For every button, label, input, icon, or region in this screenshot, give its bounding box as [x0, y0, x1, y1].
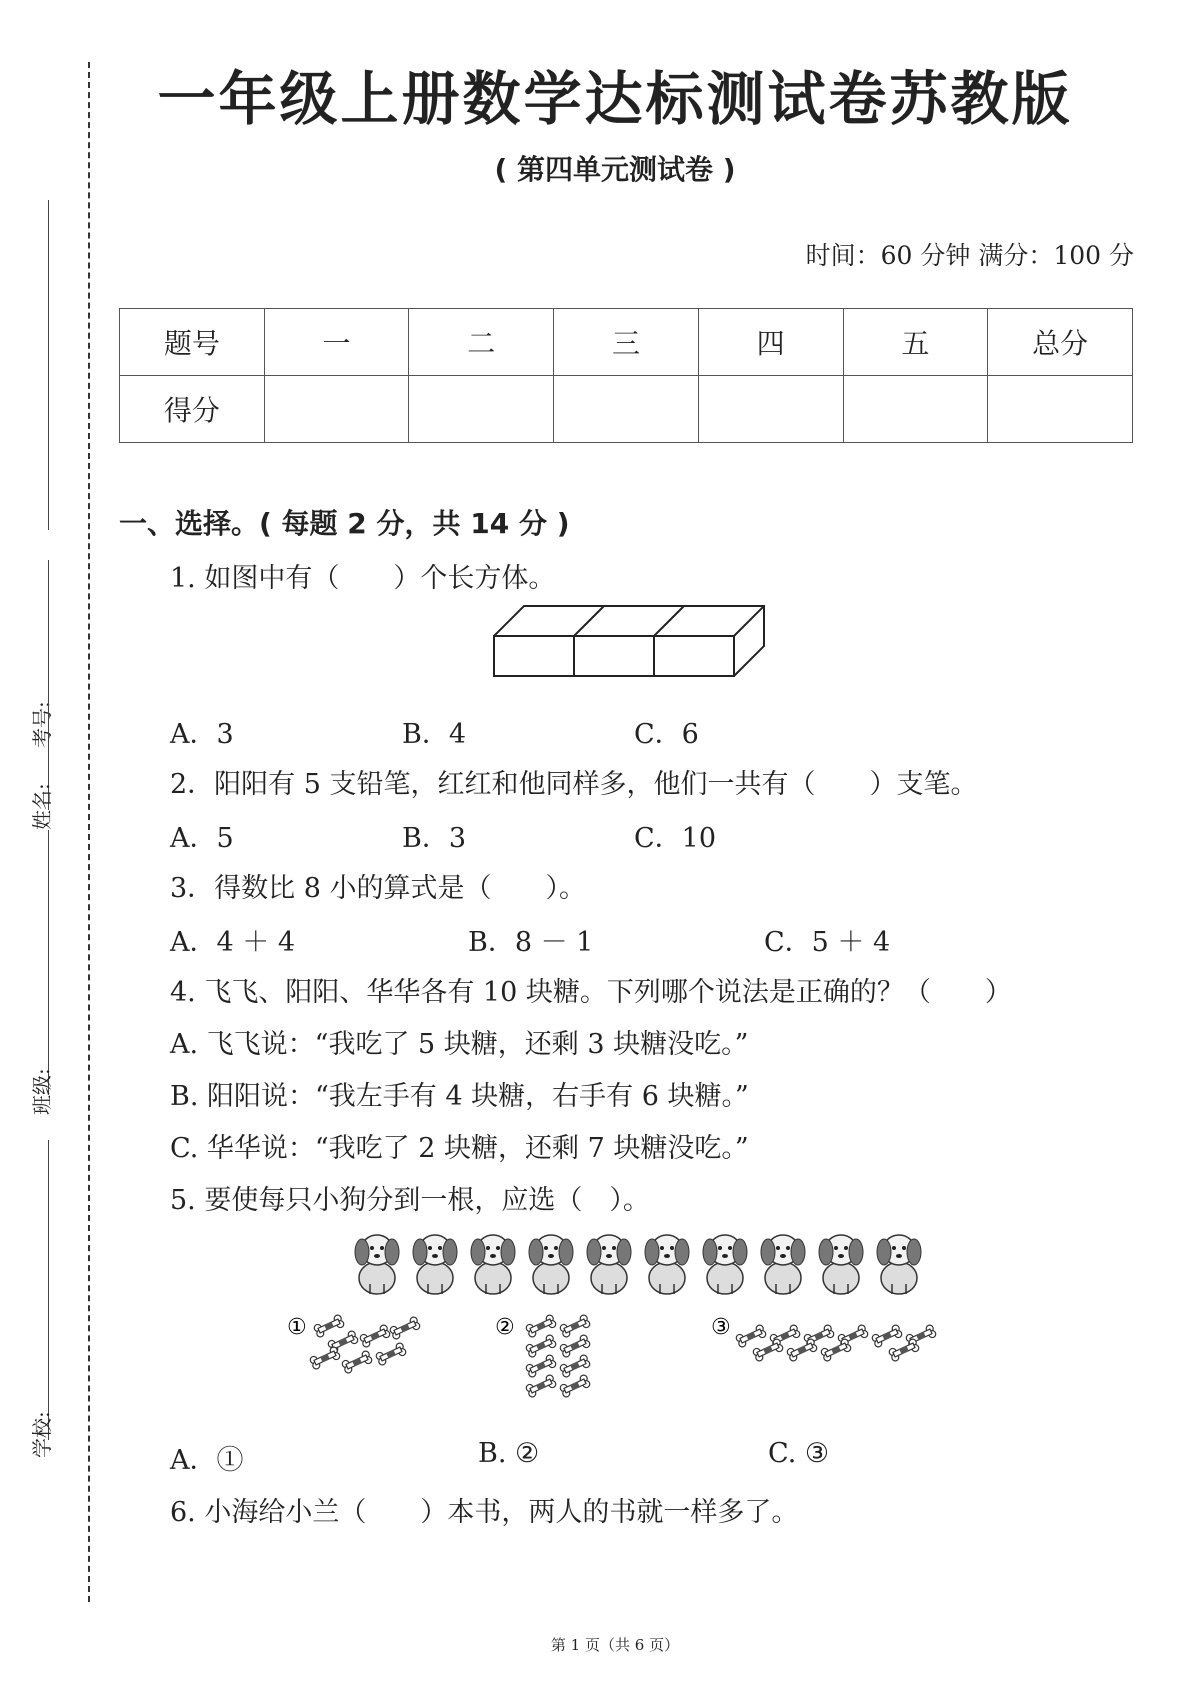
class-line — [48, 830, 49, 1095]
section-heading: 一、选择。( 每题 2 分，共 14 分 ) — [119, 507, 570, 540]
q3-option-a[interactable]: A．4 ＋ 4 — [170, 927, 296, 958]
puppy-icon — [471, 1235, 515, 1294]
q5-option-c[interactable]: C. ③ — [768, 1438, 830, 1469]
exam-number-label: 考号: — [30, 701, 54, 748]
score-table-score-row — [120, 376, 1133, 443]
q5-option-a[interactable]: A．① — [170, 1445, 244, 1476]
q2-option-a[interactable]: A．5 — [170, 823, 234, 854]
puppy-icon — [587, 1235, 631, 1294]
score-table-header-row — [120, 309, 1133, 376]
score-cell: 总分 — [988, 309, 1133, 376]
score-cell: 三 — [554, 309, 699, 376]
bone-group-1[interactable] — [309, 1314, 421, 1374]
page-title: 一年级上册数学达标测试卷苏教版 — [157, 65, 1073, 133]
q2-option-c[interactable]: C．10 — [634, 823, 717, 854]
puppy-icon — [645, 1235, 689, 1294]
school-label: 学校: — [30, 1411, 54, 1458]
q4-option-b[interactable]: B. 阳阳说：“我左手有 4 块糖，右手有 6 块糖。” — [170, 1081, 749, 1112]
bone-group-2[interactable] — [525, 1314, 591, 1398]
score-cell: 一 — [264, 309, 409, 376]
puppy-icon — [355, 1235, 399, 1294]
q1-option-a[interactable]: A．3 — [170, 719, 234, 750]
score-cell: 二 — [409, 309, 554, 376]
bone-groups — [285, 1308, 975, 1398]
score-input-cell[interactable] — [843, 376, 988, 443]
question-5: 5. 要使每只小狗分到一根，应选（ ）。 — [170, 1185, 650, 1216]
question-2: 2．阳阳有 5 支铅笔，红红和他同样多，他们一共有（ ）支笔。 — [170, 769, 978, 800]
score-input-cell[interactable] — [409, 376, 554, 443]
binding-dashed-line — [88, 62, 90, 1602]
q2-option-b[interactable]: B．3 — [402, 823, 467, 854]
cuboid-figure — [490, 602, 770, 682]
question-6: 6. 小海给小兰（ ）本书，两人的书就一样多了。 — [170, 1497, 799, 1528]
puppy-icon — [761, 1235, 805, 1294]
puppy-icon — [529, 1235, 573, 1294]
time-info: 时间：60 分钟 满分：100 分 — [805, 241, 1134, 270]
q4-option-a[interactable]: A. 飞飞说：“我吃了 5 块糖，还剩 3 块糖没吃。” — [170, 1029, 749, 1060]
score-cell: 五 — [843, 309, 988, 376]
q1-option-b[interactable]: B．4 — [402, 719, 467, 750]
score-table — [119, 308, 1133, 443]
question-4: 4. 飞飞、阳阳、华华各有 10 块糖。下列哪个说法是正确的？（ ） — [170, 977, 1012, 1008]
puppy-icon — [819, 1235, 863, 1294]
score-cell: 题号 — [120, 309, 265, 376]
page-footer: 第 1 页（共 6 页） — [550, 1636, 680, 1654]
score-input-cell[interactable] — [988, 376, 1133, 443]
score-input-cell[interactable] — [264, 376, 409, 443]
puppy-icon — [877, 1235, 921, 1294]
q5-option-b[interactable]: B. ② — [478, 1438, 540, 1469]
school-line — [48, 1140, 49, 1440]
score-cell: 得分 — [120, 376, 265, 443]
name-label: 姓名: — [30, 783, 54, 830]
class-label: 班级: — [30, 1068, 54, 1115]
bone-group-3[interactable] — [735, 1324, 937, 1362]
group-label-1: ① — [287, 1315, 307, 1340]
name-line — [48, 560, 49, 810]
page-subtitle: ( 第四单元测试卷 ) — [494, 153, 736, 186]
puppy-icon — [413, 1235, 457, 1294]
score-cell: 四 — [698, 309, 843, 376]
puppy-icon — [703, 1235, 747, 1294]
group-label-3: ③ — [711, 1315, 731, 1340]
question-3: 3．得数比 8 小的算式是（ ）。 — [170, 873, 587, 904]
score-input-cell[interactable] — [698, 376, 843, 443]
puppy-row — [350, 1228, 940, 1298]
score-input-cell[interactable] — [554, 376, 699, 443]
question-1: 1. 如图中有（ ）个长方体。 — [170, 563, 556, 594]
q3-option-c[interactable]: C．5 ＋ 4 — [764, 927, 891, 958]
q1-option-c[interactable]: C．6 — [634, 719, 699, 750]
exam-number-line — [48, 200, 49, 530]
q4-option-c[interactable]: C. 华华说：“我吃了 2 块糖，还剩 7 块糖没吃。” — [170, 1133, 749, 1164]
group-label-2: ② — [495, 1315, 515, 1340]
q3-option-b[interactable]: B．8 － 1 — [468, 927, 594, 958]
